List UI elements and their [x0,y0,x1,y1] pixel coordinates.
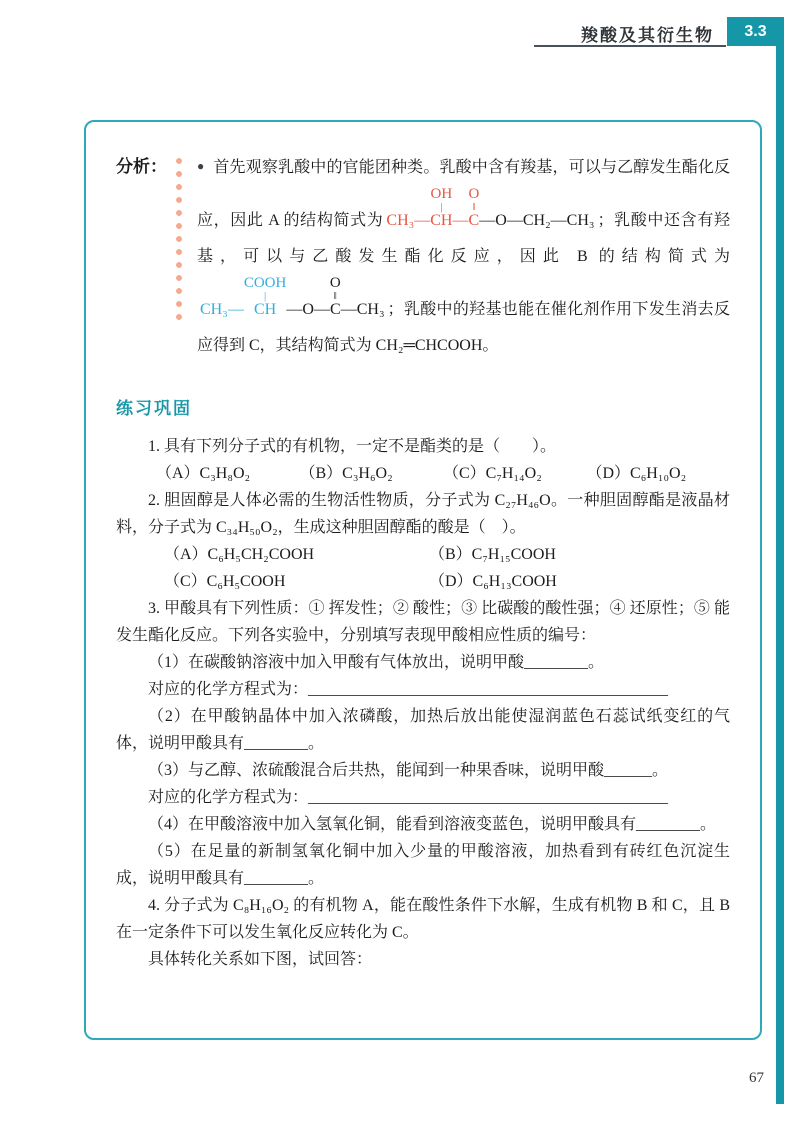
option-c: （C）C₇H₁₄O₂ [443,465,542,482]
question-3-part-5: （5）在足量的新制氢氧化铜中加入少量的甲酸溶液，加热看到有砖红色沉淀生成，说明甲酸具有________。 [116,843,730,887]
question-3-part-2: （2）在甲酸钠晶体中加入浓磷酸，加热后放出能使湿润蓝色石蕊试纸变红的气体，说明甲酸具有________。 [116,708,730,752]
option-d: （D）C₆H₁₀O₂ [586,465,687,482]
question-3-part-3: （3）与乙醇、浓硫酸混合后共热，能闻到一种果香味，说明甲酸______。 [148,762,669,779]
question-3-part-1: （1）在碳酸钠溶液中加入甲酸有气体放出，说明甲酸________。 [148,654,605,671]
option-a: （A）C₆H₅CH₂COOH [164,546,315,563]
header-rule [534,45,726,47]
page-number: 67 [749,1070,764,1086]
question-3: 3. 甲酸具有下列性质：① 挥发性；② 酸性；③ 比碳酸的酸性强；④ 还原性；⑤ 能发生酯化反应。下列各实验中，分别填写表现甲酸相应性质的编号： [116,600,730,644]
question-1-options [116,460,730,487]
question-2-options [116,541,730,595]
question-4-continued: 具体转化关系如下图，试回答： [148,951,373,968]
analysis-text [197,148,730,364]
option-b: （B）C₃H₆O₂ [299,465,393,482]
page-edge-bar [776,46,784,1104]
question-3-equation-blank-2: 对应的化学方程式为：_____________________________________________ [148,789,669,806]
analysis-text-1: 首先观察乳酸中的官能团种类。乳酸中含有羧基，可以与乙醇发生酯化反应，因此 A 的结构简式为 [197,159,730,229]
option-c: （C）C₆H₅COOH [164,573,286,590]
practice-section-heading: 练习巩固 [116,399,192,418]
chapter-title: 羧酸及其衍生物 [581,26,714,45]
section-number-badge: 3.3 [727,17,784,46]
analysis-text-2: ；乳酸中还含有羟基，可以与乙酸发生酯化反应，因此 B 的结构简式为 [197,212,730,265]
option-a: （A）C₃H₈O₂ [156,465,251,482]
question-3-part-4: （4）在甲酸溶液中加入氢氧化铜，能看到溶液变蓝色，说明甲酸具有________。 [148,816,717,833]
analysis-text-3: ；乳酸中的羟基也能在催化剂作用下发生消去反应得到 C，其结构简式为 CH₂═CHCOOH。 [197,301,730,354]
exercise-list [116,433,730,973]
question-3-equation-blank-1: 对应的化学方程式为：_____________________________________________ [148,681,669,698]
structure-formula-B: CH₃ — COOH | CH — O — O ‖ C — CH₃ [200,275,385,318]
question-2: 2. 胆固醇是人体必需的生物活性物质，分子式为 C₂₇H₄₆O。一种胆固醇酯是液晶材料，分子式为 C₃₄H₅₀O₂，生成这种胆固醇酯的酸是（ ）。 [116,492,730,536]
dotted-divider [175,156,183,324]
option-b: （B）C₇H₁₅COOH [429,546,556,563]
question-4: 4. 分子式为 C₈H₁₆O₂ 的有机物 A，能在酸性条件下水解，生成有机物 B 和 C，且 B 在一定条件下可以发生氧化反应转化为 C。 [116,897,730,941]
option-d: （D）C₆H₁₃COOH [429,573,557,590]
structure-formula-A: CH₃ — OH | CH — O ‖ C — O — CH₂ — CH₃ [386,186,595,229]
bullet-icon: ● [197,159,205,173]
content-box [84,120,762,1040]
analysis-section [116,148,730,364]
question-1: 1. 具有下列分子式的有机物，一定不是酯类的是（ ）。 [148,438,557,455]
analysis-label: 分析： [116,157,167,176]
